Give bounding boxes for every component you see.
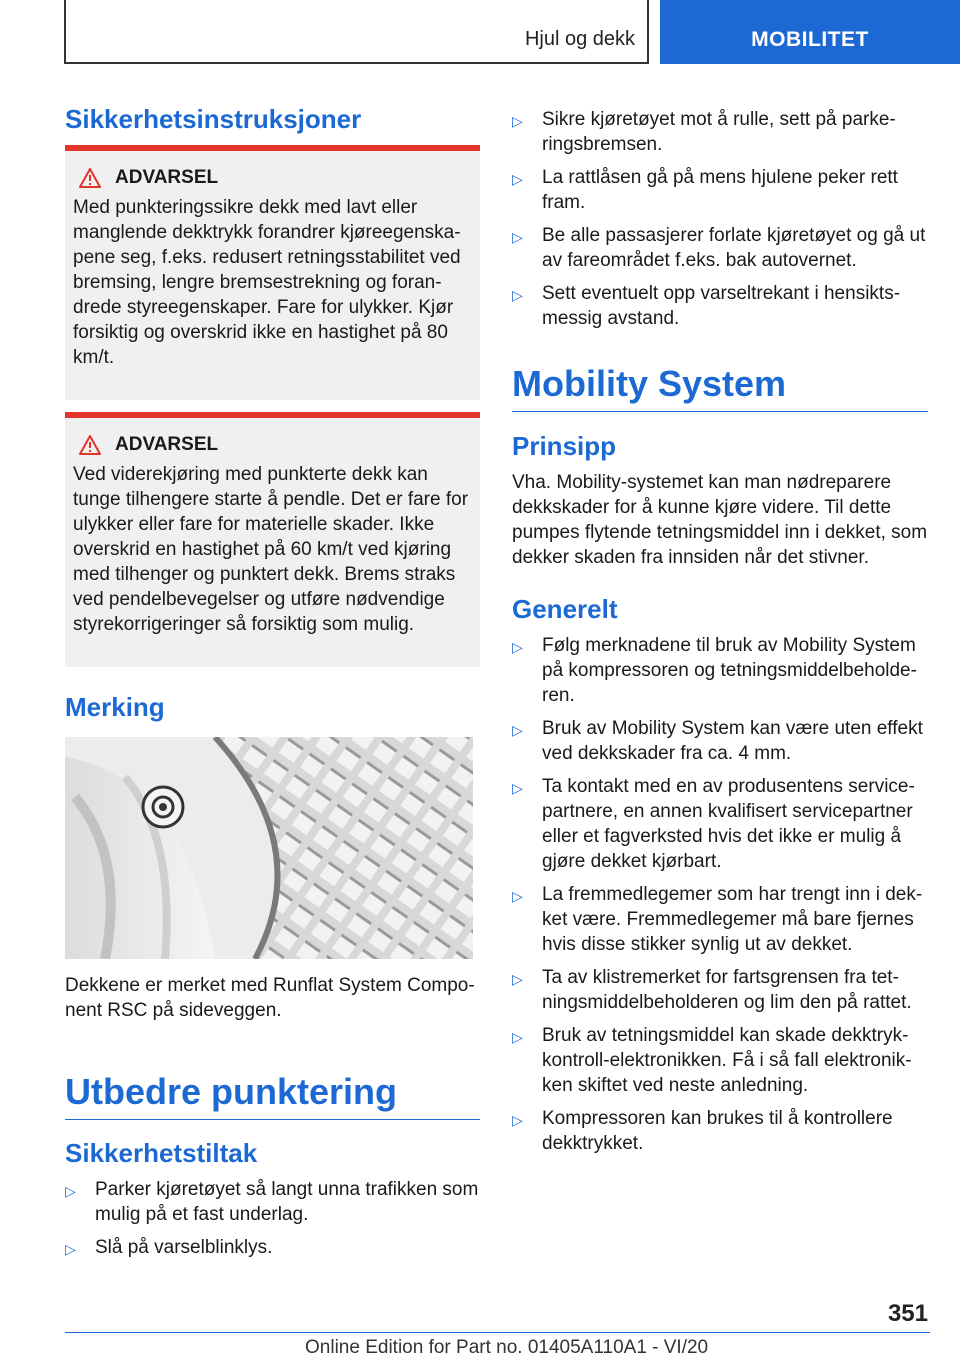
warning-header-1 [79,167,472,189]
list-item: ▷ Bruk av tetningsmiddel kan skade dekktryk-kontroll-elektronikken. Få i så fall elektronik-ken skiftet ved neste anledning. [512,1025,912,1096]
title-generelt: Generelt [512,594,618,624]
bullet-triangle-icon: ▷ [512,888,523,904]
list-item: ▷ Ta av klistremerket for fartsgrensen fra tet-ningsmiddelbeholderen og lim den på rattet. [512,967,912,1013]
title-prinsipp: Prinsipp [512,431,617,461]
bullet-triangle-icon: ▷ [512,229,523,245]
tire-illustration [65,737,473,959]
footer-edition: Online Edition for Part no. 01405A110A1 - VI/20 [305,1337,709,1358]
title-utbedre-punktering: Utbedre punktering [65,1071,480,1120]
title-merking: Merking [65,692,165,722]
bullet-triangle-icon: ▷ [512,639,523,655]
list-generelt [512,633,928,1164]
warning-header-2 [79,434,472,456]
warning-text-2: Ved viderekjøring med punkterte dekk kan tunge tilhengere starte å pendle. Det er fare for ulykker eller fare for materielle skader. Ikke overskrid en hastighet på 60 km/t ved kjøring med tilhenger og punktert dekk. Brems straks ved pendelbevegelser og utføre nødvendige styrekorrigeringer så forsiktig som mulig. [73,464,469,635]
bullet-triangle-icon: ▷ [65,1241,76,1257]
header-section-label: MOBILITET [751,28,869,51]
header-section-tab [660,0,960,64]
warning-box-2 [65,412,480,667]
list-item: ▷ Kompressoren kan brukes til å kontrollere dekktrykket. [512,1108,893,1154]
title-mobility-system: Mobility System [512,363,928,412]
list-item: ▷ Slå på varselblinklys. [65,1235,480,1260]
bullet-triangle-icon: ▷ [512,113,523,129]
list-item: ▷ Be alle passasjerer forlate kjøretøyet og gå ut av fareområdet f.eks. bak autovernet. [512,225,926,271]
bullet-triangle-icon: ▷ [512,780,523,796]
bullet-triangle-icon: ▷ [512,722,523,738]
bullet-triangle-icon: ▷ [512,971,523,987]
warning-triangle-icon [79,435,101,455]
prinsipp-text: Vha. Mobility-systemet kan man nødreparere dekkskader for å kunne kjøre videre. Til dette pumpes flytende tetningsmiddel inn i dekket, som dekker skaden fra innsiden når det stivner. [512,472,928,568]
title-sikkerhetsinstruksjoner: Sikkerhetsinstruksjoner [65,104,362,134]
list-item: ▷ Sett eventuelt opp varseltrekant i hensikts-messig avstand. [512,283,901,329]
header-box [64,0,649,64]
warning-text-1: Med punkteringssikre dekk med lavt eller manglende dekktrykk forandrer kjøreegenska-pene seg, f.eks. redusert retningsstabilitet ved bremsing, lengre bremsestrekning og foran-drede styreegenskaper. Fare for ulykker. Kjør forsiktig og overskrid ikke en hastighet på 80 km/t. [73,197,461,368]
list-item: ▷ Sikre kjøretøyet mot å rulle, sett på parke-ringsbremsen. [512,109,896,155]
warning-label-2: ADVARSEL [115,434,219,455]
bullet-triangle-icon: ▷ [512,1112,523,1128]
merking-text: Dekkene er merket med Runflat System Compo-nent RSC på sideveggen. [65,975,475,1021]
footer-divider [65,1332,930,1333]
header-subtitle: Hjul og dekk [524,28,635,50]
title-sikkerhetstiltak: Sikkerhetstiltak [65,1138,258,1168]
list-sikkerhetstiltak [65,1177,480,1268]
warning-triangle-icon [79,168,101,188]
bullet-triangle-icon: ▷ [512,1029,523,1045]
page-number: 351 [887,1300,928,1327]
list-item: ▷ Bruk av Mobility System kan være uten effekt ved dekkskader fra ca. 4 mm. [512,718,923,764]
bullet-triangle-icon: ▷ [512,171,523,187]
warning-box-1 [65,145,480,400]
bullet-triangle-icon: ▷ [65,1183,76,1199]
list-item: ▷ La rattlåsen gå på mens hjulene peker rett fram. [512,167,898,213]
list-item: ▷ Følg merknadene til bruk av Mobility System på kompressoren og tetningsmiddelbeholde-ren. [512,635,917,706]
list-safety-continued [512,107,928,339]
list-item: ▷ Ta kontakt med en av produsentens service-partnere, en annen kvalifisert servicepartner eller et fagverksted hvis det ikke er mulig å gjøre dekket kjørbart. [512,776,915,872]
list-item: ▷ Parker kjøretøyet så langt unna trafikken som mulig på et fast underlag. [65,1179,479,1225]
list-item: ▷ La fremmedlegemer som har trengt inn i dek-ket være. Fremmedlegemer må bare fjernes hvis disse stikker synlig ut av dekket. [512,884,923,955]
bullet-triangle-icon: ▷ [512,287,523,303]
warning-label-1: ADVARSEL [115,167,219,188]
